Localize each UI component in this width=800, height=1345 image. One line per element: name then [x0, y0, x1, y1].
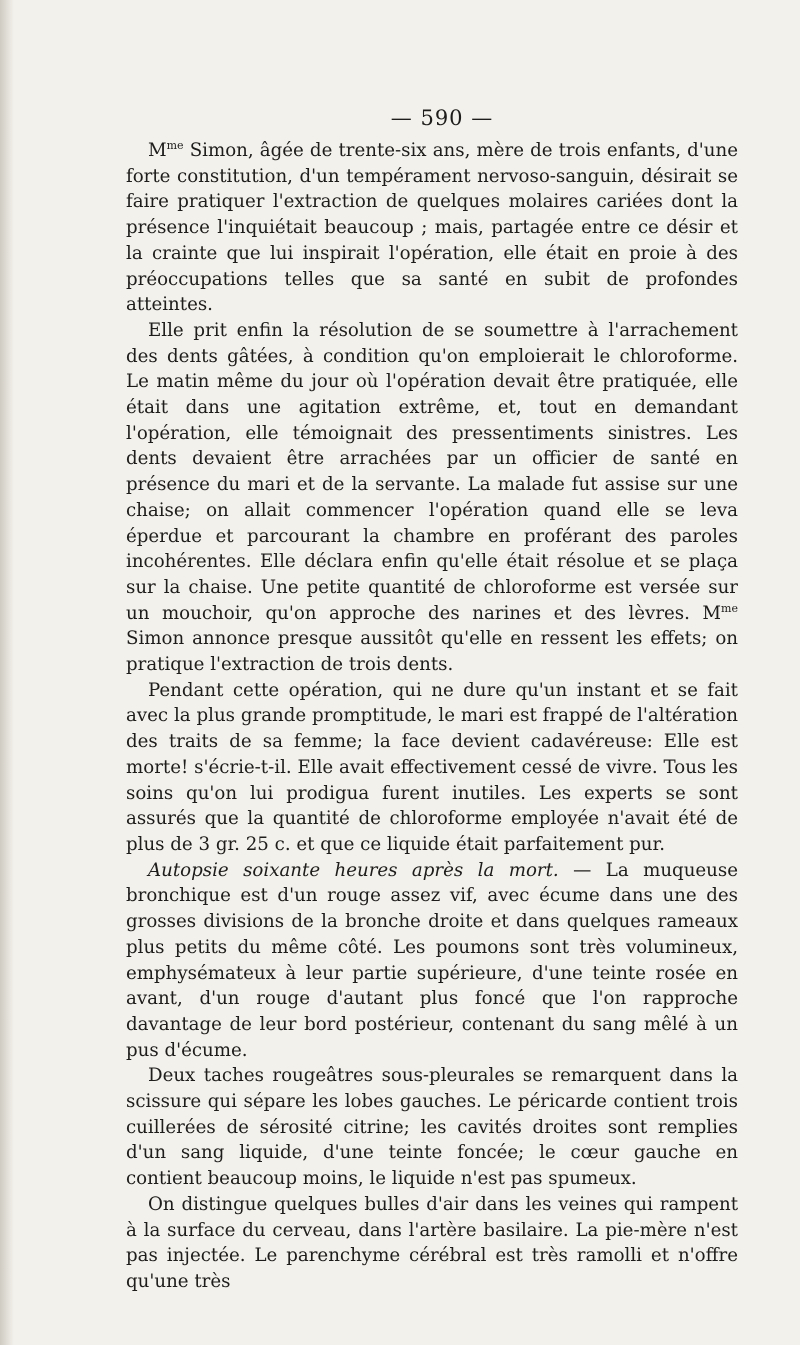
paragraph-1 [126, 138, 738, 318]
paragraph-text: — La muqueuse bronchique est d'un rouge assez vif, avec écume dans une des grosses divisions de la bronche droite et dans quelques rameaux plus petits du même côté. Les poumons sont très volumineux, emphysémateux à leur partie supérieure, d'une teinte rosée en avant, d'un rouge d'autant plus foncé que l'on rapproche davantage de leur bord postérieur, contenant du sang mêlé à un pus d'écume. [126, 859, 738, 1061]
paragraph-3 [126, 678, 738, 858]
paragraph-text: Deux taches rougeâtres sous-pleurales se remarquent dans la scissure qui sépare les lobes gauches. Le péricarde contient trois cuillerées de sérosité citrine; les cavités droites sont remplies d'un sang liquide, d'une teinte foncée; le cœur gauche en contient beaucoup moins, le liquide n'est pas spumeux. [126, 1065, 738, 1190]
title-superscript: me [721, 601, 738, 615]
title-abbrev: M [148, 140, 167, 161]
title-superscript: me [166, 138, 184, 152]
paragraph-2 [126, 318, 738, 678]
section-heading-italic: Autopsie soixante heures après la mort. [148, 859, 559, 881]
paragraph-text: Pendant cette opération, qui ne dure qu'un instant et se fait avec la plus grande promptitude, le mari est frappé de l'altération des traits de sa femme; la face devient cadavéreuse: Elle est morte! s'écrie-t-il. Elle avait effectivement cessé de vivre. Tous les soins qu'on lui prodigua furent inutiles. Les experts se sont assurés que la quantité de chloroforme employée n'avait été de plus de 3 gr. 25 c. et que ce liquide était parfaitement pur. [126, 679, 738, 855]
page-number: — 590 — [390, 106, 494, 130]
paragraph-4 [126, 858, 738, 1064]
paragraph-6 [126, 1192, 738, 1295]
paragraph-text: Elle prit enfin la résolution de se soumettre à l'arrachement des dents gâtées, à condition qu'on emploierait le chloroforme. Le matin même du jour où l'opération devait être pratiquée, elle était dans une agitation extrême, et, tout en demandant l'opération, elle témoignait des pressentiments sinistres. Les dents devaient être arrachées par un officier de santé en présence du mari et de la servante. La malade fut assise sur une chaise; on allait commencer l'opération quand elle se leva éperdue et parcourant la chambre en proférant des paroles incohérentes. Elle déclara enfin qu'elle était résolue et se plaça sur la chaise. Une petite quantité de chloroforme est versée sur un mouchoir, qu'on approche des narines et des lèvres. M [126, 319, 738, 624]
paragraph-text: On distingue quelques bulles d'air dans les veines qui rampent à la surface du cerveau, dans l'artère basilaire. La pie-mère n'est pas injectée. Le parenchyme cérébral est très ramolli et n'offre qu'une très [126, 1193, 738, 1292]
page-edge-shadow [0, 0, 14, 1345]
paragraph-text: Simon annonce presque aussitôt qu'elle en ressent les effets; on pratique l'extraction de trois dents. [126, 628, 738, 676]
paragraph-text: Simon, âgée de trente-six ans, mère de trois enfants, d'une forte constitution, d'un tempérament nervoso-sanguin, désirait se faire pratiquer l'extraction de quelques molaires cariées dont la présence l'inquiétait beaucoup ; mais, partagée entre ce désir et la crainte que lui inspirait l'opération, elle était en proie à des préoccupations telles que sa santé en subit de profondes atteintes. [126, 140, 738, 316]
paragraph-5 [126, 1063, 738, 1192]
